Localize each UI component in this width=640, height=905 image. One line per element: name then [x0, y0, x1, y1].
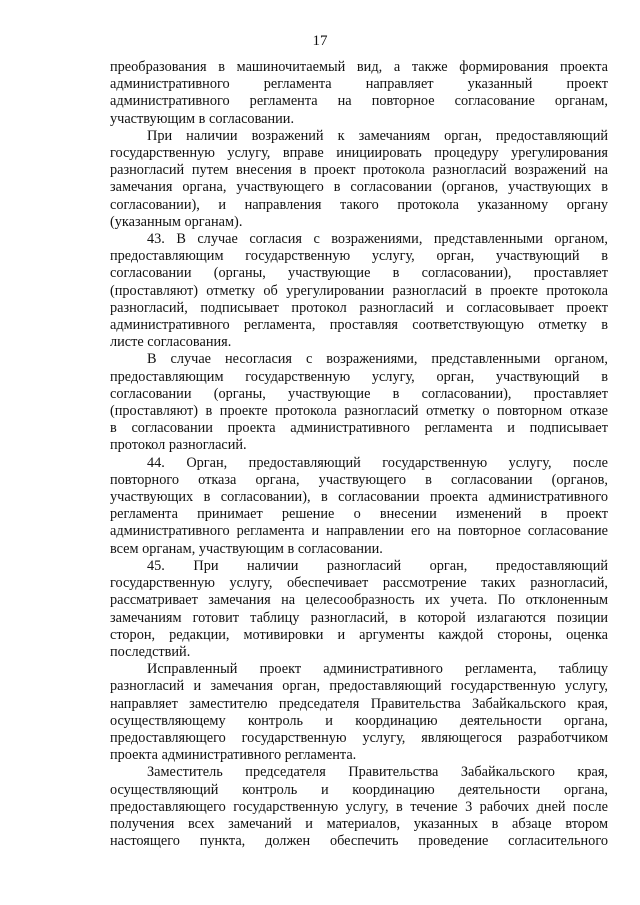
text-line: административного регламента и направлении его на повторное согласование — [110, 523, 608, 540]
text-line: повторного отказа органа, участвующего в согласовании (органов, — [110, 471, 608, 488]
paragraph-clause-45 — [110, 558, 608, 661]
text-line: государственную услугу, обеспечивает рассмотрение таких разногласий, — [110, 575, 608, 592]
text-line: осуществляющему контроль и координацию деятельности органа, — [110, 712, 608, 729]
text-line: Заместитель председателя Правительства Забайкальского края, — [147, 764, 608, 781]
paragraph-2 — [110, 128, 608, 231]
text-line: государственную услугу, вправе инициировать процедуру урегулирования — [110, 145, 608, 162]
text-line: настоящего пункта, должен обеспечить проведение согласительного — [110, 833, 608, 850]
text-line: согласовании (органы, участвующие в согласовании), проставляет — [110, 265, 608, 282]
text-line: 43. В случае согласия с возражениями, представленными органом, — [147, 231, 608, 248]
text-line: В случае несогласия с возражениями, представленными органом, — [147, 351, 608, 368]
text-line: (проставляют) отметку об урегулировании разногласий в проекте протокола — [110, 282, 608, 299]
text-line: последствий. — [110, 643, 191, 660]
paragraph-1 — [110, 59, 608, 128]
text-line: участвующим в согласовании. — [110, 110, 295, 127]
paragraph-clause-43 — [110, 231, 608, 351]
text-line: (проставляют) в проекте протокола разногласий отметку о повторном отказе — [110, 403, 608, 420]
text-line: 45. При наличии разногласий орган, предоставляющий — [147, 557, 608, 574]
text-line: предоставляющего государственную услугу, в течение 3 рабочих дней после — [110, 798, 608, 815]
text-line: замечания органа, участвующего в согласовании (органов, участвующих в — [110, 179, 608, 196]
paragraph-8 — [110, 764, 608, 850]
text-line: разногласий и замечания орган, предоставляющий государственную услугу, — [110, 678, 608, 695]
text-line: предоставляющего государственную услугу, являющегося разработчиком — [110, 729, 608, 746]
text-line: замечаниям готовит таблицу разногласий, в которой излагаются позиции — [110, 609, 608, 626]
text-line: направляет заместителю председателя Правительства Забайкальского края, — [110, 695, 608, 712]
text-line: При наличии возражений к замечаниям орган, предоставляющий — [147, 127, 608, 144]
text-line: преобразования в машиночитаемый вид, а также формирования проекта — [110, 59, 608, 75]
text-line: согласовании (органы, участвующие в согласовании), проставляет — [110, 385, 608, 402]
text-line: предоставляющим государственную услугу, орган, участвующий в — [110, 248, 608, 265]
text-line: разногласий, подписывает протокол разногласий и согласовывает проект — [110, 299, 608, 316]
text-line: предоставляющим государственную услугу, орган, участвующий в — [110, 368, 608, 385]
text-line: в согласовании проекта административного регламента и подписывает — [110, 420, 608, 437]
text-line: 44. Орган, предоставляющий государственную услугу, после — [147, 454, 608, 471]
text-line: административного регламента направляет указанный проект — [110, 76, 608, 93]
paragraph-4 — [110, 351, 608, 454]
text-line: листе согласования. — [110, 334, 232, 351]
page-number: 17 — [312, 33, 328, 49]
text-line: административного регламента на повторное согласование органам, — [110, 93, 608, 110]
document-body — [110, 59, 608, 850]
text-line: осуществляющий контроль и координацию деятельности органа, — [110, 781, 608, 798]
text-line: регламента принимает решение о внесении изменений в проект — [110, 506, 608, 523]
text-line: рассматривает замечания на целесообразность их учета. По отклоненным — [110, 592, 608, 609]
text-line: всем органам, участвующим в согласовании. — [110, 540, 383, 557]
text-line: (указанным органам). — [110, 213, 243, 230]
text-line: проекта административного регламента. — [110, 747, 357, 764]
text-line: Исправленный проект административного регламента, таблицу — [147, 661, 608, 678]
text-line: участвующих в согласовании), в согласовании проекта административного — [110, 489, 608, 506]
text-line: получения всех замечаний и материалов, указанных в абзаце втором — [110, 815, 608, 832]
text-line: сторон, редакции, мотивировки и аргументы каждой стороны, оценка — [110, 626, 608, 643]
paragraph-clause-44 — [110, 455, 608, 558]
paragraph-7 — [110, 661, 608, 764]
text-line: административного регламента, проставляя соответствующую отметку в — [110, 317, 608, 334]
text-line: разногласий путем внесения в проект протокола разногласий возражений на — [110, 162, 608, 179]
text-line: протокол разногласий. — [110, 437, 247, 454]
text-line: согласовании), и направления такого протокола указанному органу — [110, 196, 608, 213]
